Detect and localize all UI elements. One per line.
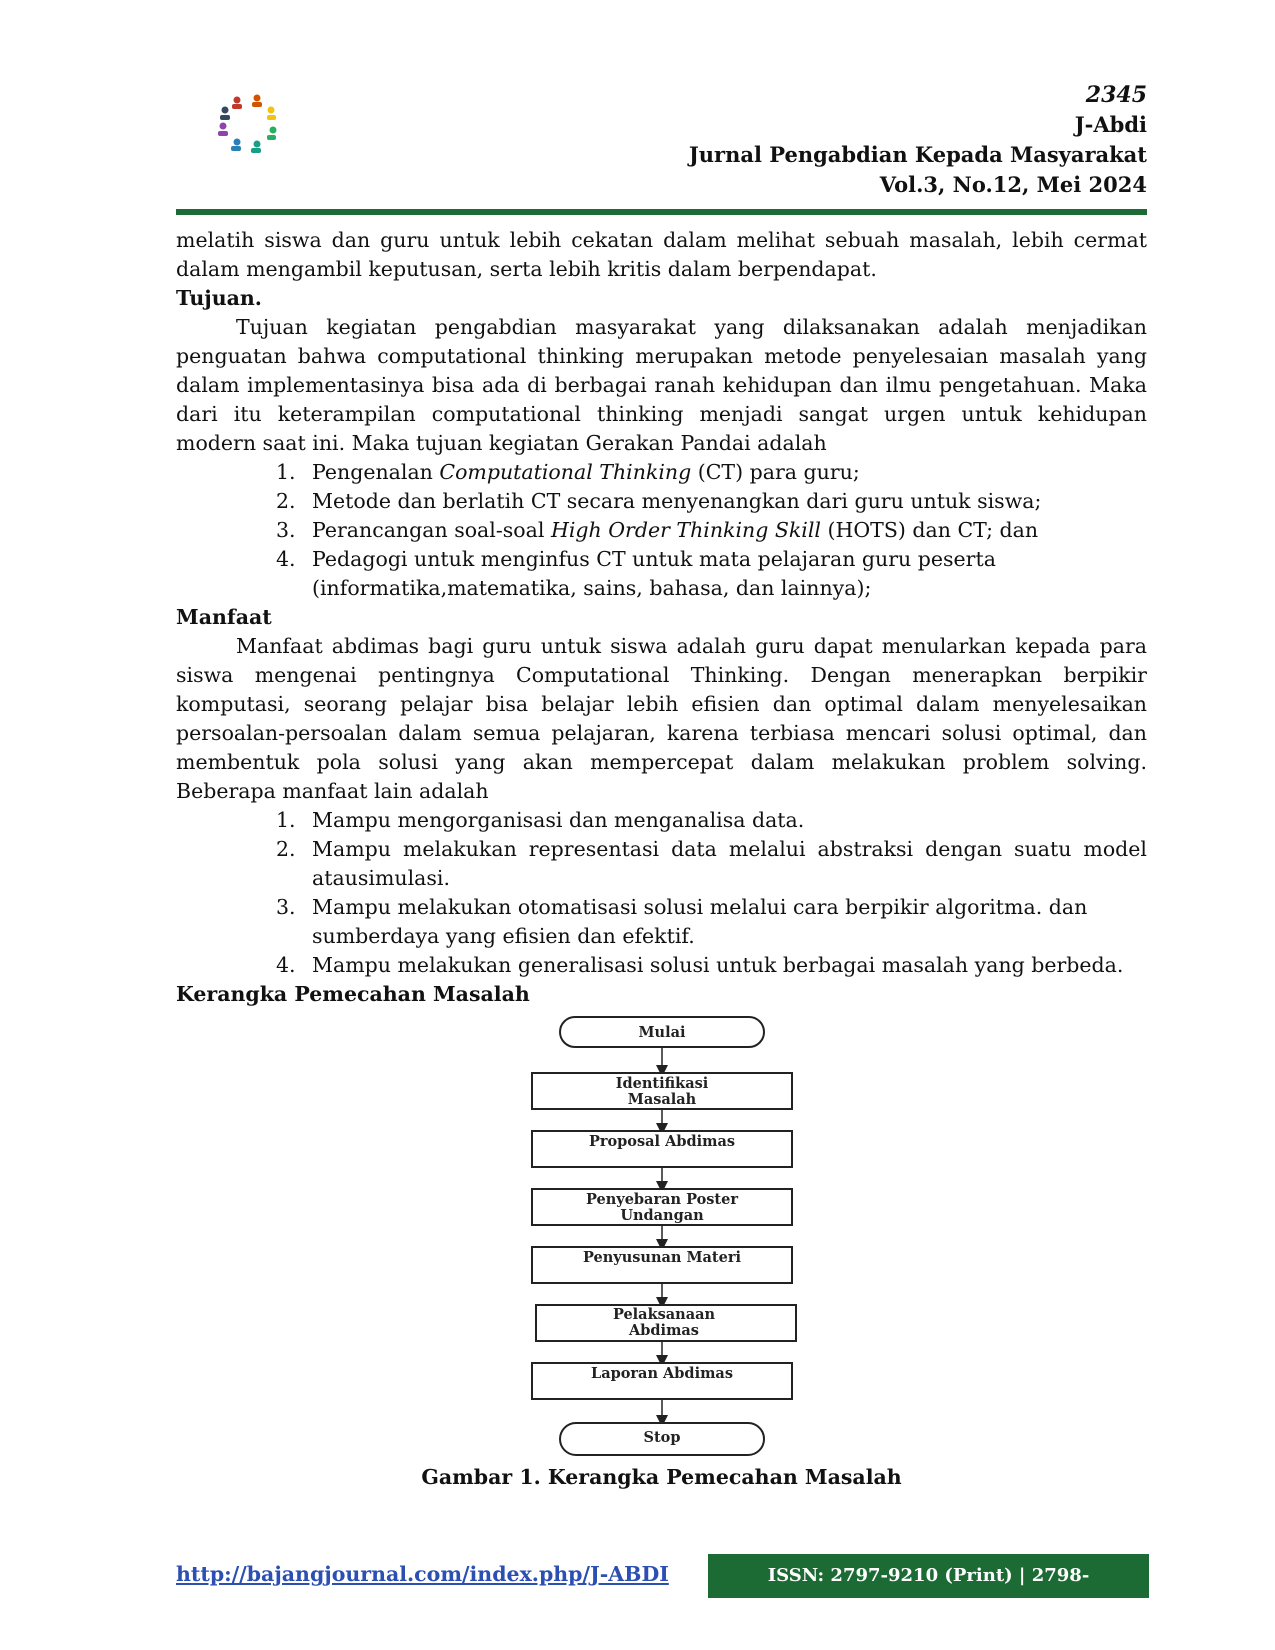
- list-item: 3. Perancangan soal-soal High Order Thinking Skill (HOTS) dan CT; dan: [276, 518, 1039, 542]
- tujuan-paragraph: Tujuan kegiatan pengabdian masyarakat yang dilaksanakan adalah menjadikan penguatan bahwa computational thinking merupakan metode penyelesaian masalah yang dalam implementasinya bisa ada di berbagai ranah kehidupan dan ilmu pengetahuan. Maka dari itu keterampilan computational thinking menjadi sangat urgen untuk kehidupan modern saat ini. Maka tujuan kegiatan Gerakan Pandai adalah: [176, 315, 1147, 455]
- list-item: 4. Pedagogi untuk menginfus CT untuk mata pelajaran guru peserta (informatika,matematika, sains, bahasa, dan lainnya);: [276, 547, 996, 600]
- flow-step-label: Identifikasi: [615, 1075, 708, 1092]
- manfaat-paragraph: Manfaat abdimas bagi guru untuk siswa adalah guru dapat menularkan kepada para siswa mengenai pentingnya Computational Thinking. Dengan menerapkan berpikir komputasi, seorang pelajar bisa belajar lebih efisien dan optimal dalam menyelesaikan persoalan-persoalan dalam semua pelajaran, karena terbiasa mencari solusi optimal, dan membentuk pola solusi yang akan mempercepat dalam melakukan problem solving. Beberapa manfaat lain adalah: [176, 634, 1147, 803]
- journal-volume: Vol.3, No.12, Mei 2024: [879, 172, 1147, 197]
- journal-url-link[interactable]: http://bajangjournal.com/index.php/J-ABDI: [176, 1562, 669, 1586]
- list-item: 2. Mampu melakukan representasi data melalui abstraksi dengan suatu model atausimulasi.: [276, 837, 1147, 890]
- journal-name: Jurnal Pengabdian Kepada Masyarakat: [688, 142, 1147, 167]
- flow-step-label: Abdimas: [628, 1322, 699, 1339]
- list-item: 1. Pengenalan Computational Thinking (CT) para guru;: [276, 460, 860, 484]
- header-rule: [176, 209, 1147, 215]
- flow-step-label: Masalah: [627, 1091, 696, 1108]
- section-heading-tujuan: Tujuan.: [176, 286, 262, 310]
- manfaat-list: [176, 806, 1147, 980]
- list-item: 4. Mampu melakukan generalisasi solusi untuk berbagai masalah yang berbeda.: [276, 953, 1124, 977]
- tujuan-list: [176, 458, 1147, 603]
- list-item: 3. Mampu melakukan otomatisasi solusi melalui cara berpikir algoritma. dan sumberdaya yang efisien dan efektif.: [276, 895, 1088, 948]
- journal-header: [689, 80, 1147, 200]
- journal-logo: [215, 92, 285, 154]
- flow-end-label: Stop: [643, 1429, 680, 1446]
- intro-paragraph: melatih siswa dan guru untuk lebih cekatan dalam melihat sebuah masalah, lebih cermat dalam mengambil keputusan, serta lebih kritis dalam berpendapat.: [176, 228, 1147, 281]
- flowchart: [512, 1013, 812, 1461]
- logo-figures-icon: [218, 95, 277, 154]
- list-item: 1. Mampu mengorganisasi dan menganalisa data.: [276, 808, 805, 832]
- section-heading-manfaat: Manfaat: [176, 605, 272, 629]
- flow-start-label: Mulai: [637, 1024, 686, 1041]
- page-content: [176, 226, 1147, 1492]
- flow-step-label: Pelaksanaan: [612, 1306, 715, 1323]
- flow-step-label: Undangan: [619, 1207, 704, 1224]
- issn-badge: ISSN: 2797-9210 (Print) | 2798-2912(Online): [708, 1554, 1149, 1598]
- page-number: 2345: [1085, 82, 1147, 108]
- flow-step-label: Proposal Abdimas: [588, 1133, 735, 1150]
- figure-caption: Gambar 1. Kerangka Pemecahan Masalah: [421, 1465, 902, 1489]
- flow-step-label: Penyebaran Poster: [585, 1191, 738, 1208]
- flow-step-label: Penyusunan Materi: [582, 1249, 741, 1266]
- section-heading-kerangka: Kerangka Pemecahan Masalah: [176, 982, 530, 1006]
- list-item: 2. Metode dan berlatih CT secara menyenangkan dari guru untuk siswa;: [276, 489, 1042, 513]
- flow-step-label: Laporan Abdimas: [590, 1365, 733, 1382]
- journal-abbr: J-Abdi: [1074, 112, 1147, 137]
